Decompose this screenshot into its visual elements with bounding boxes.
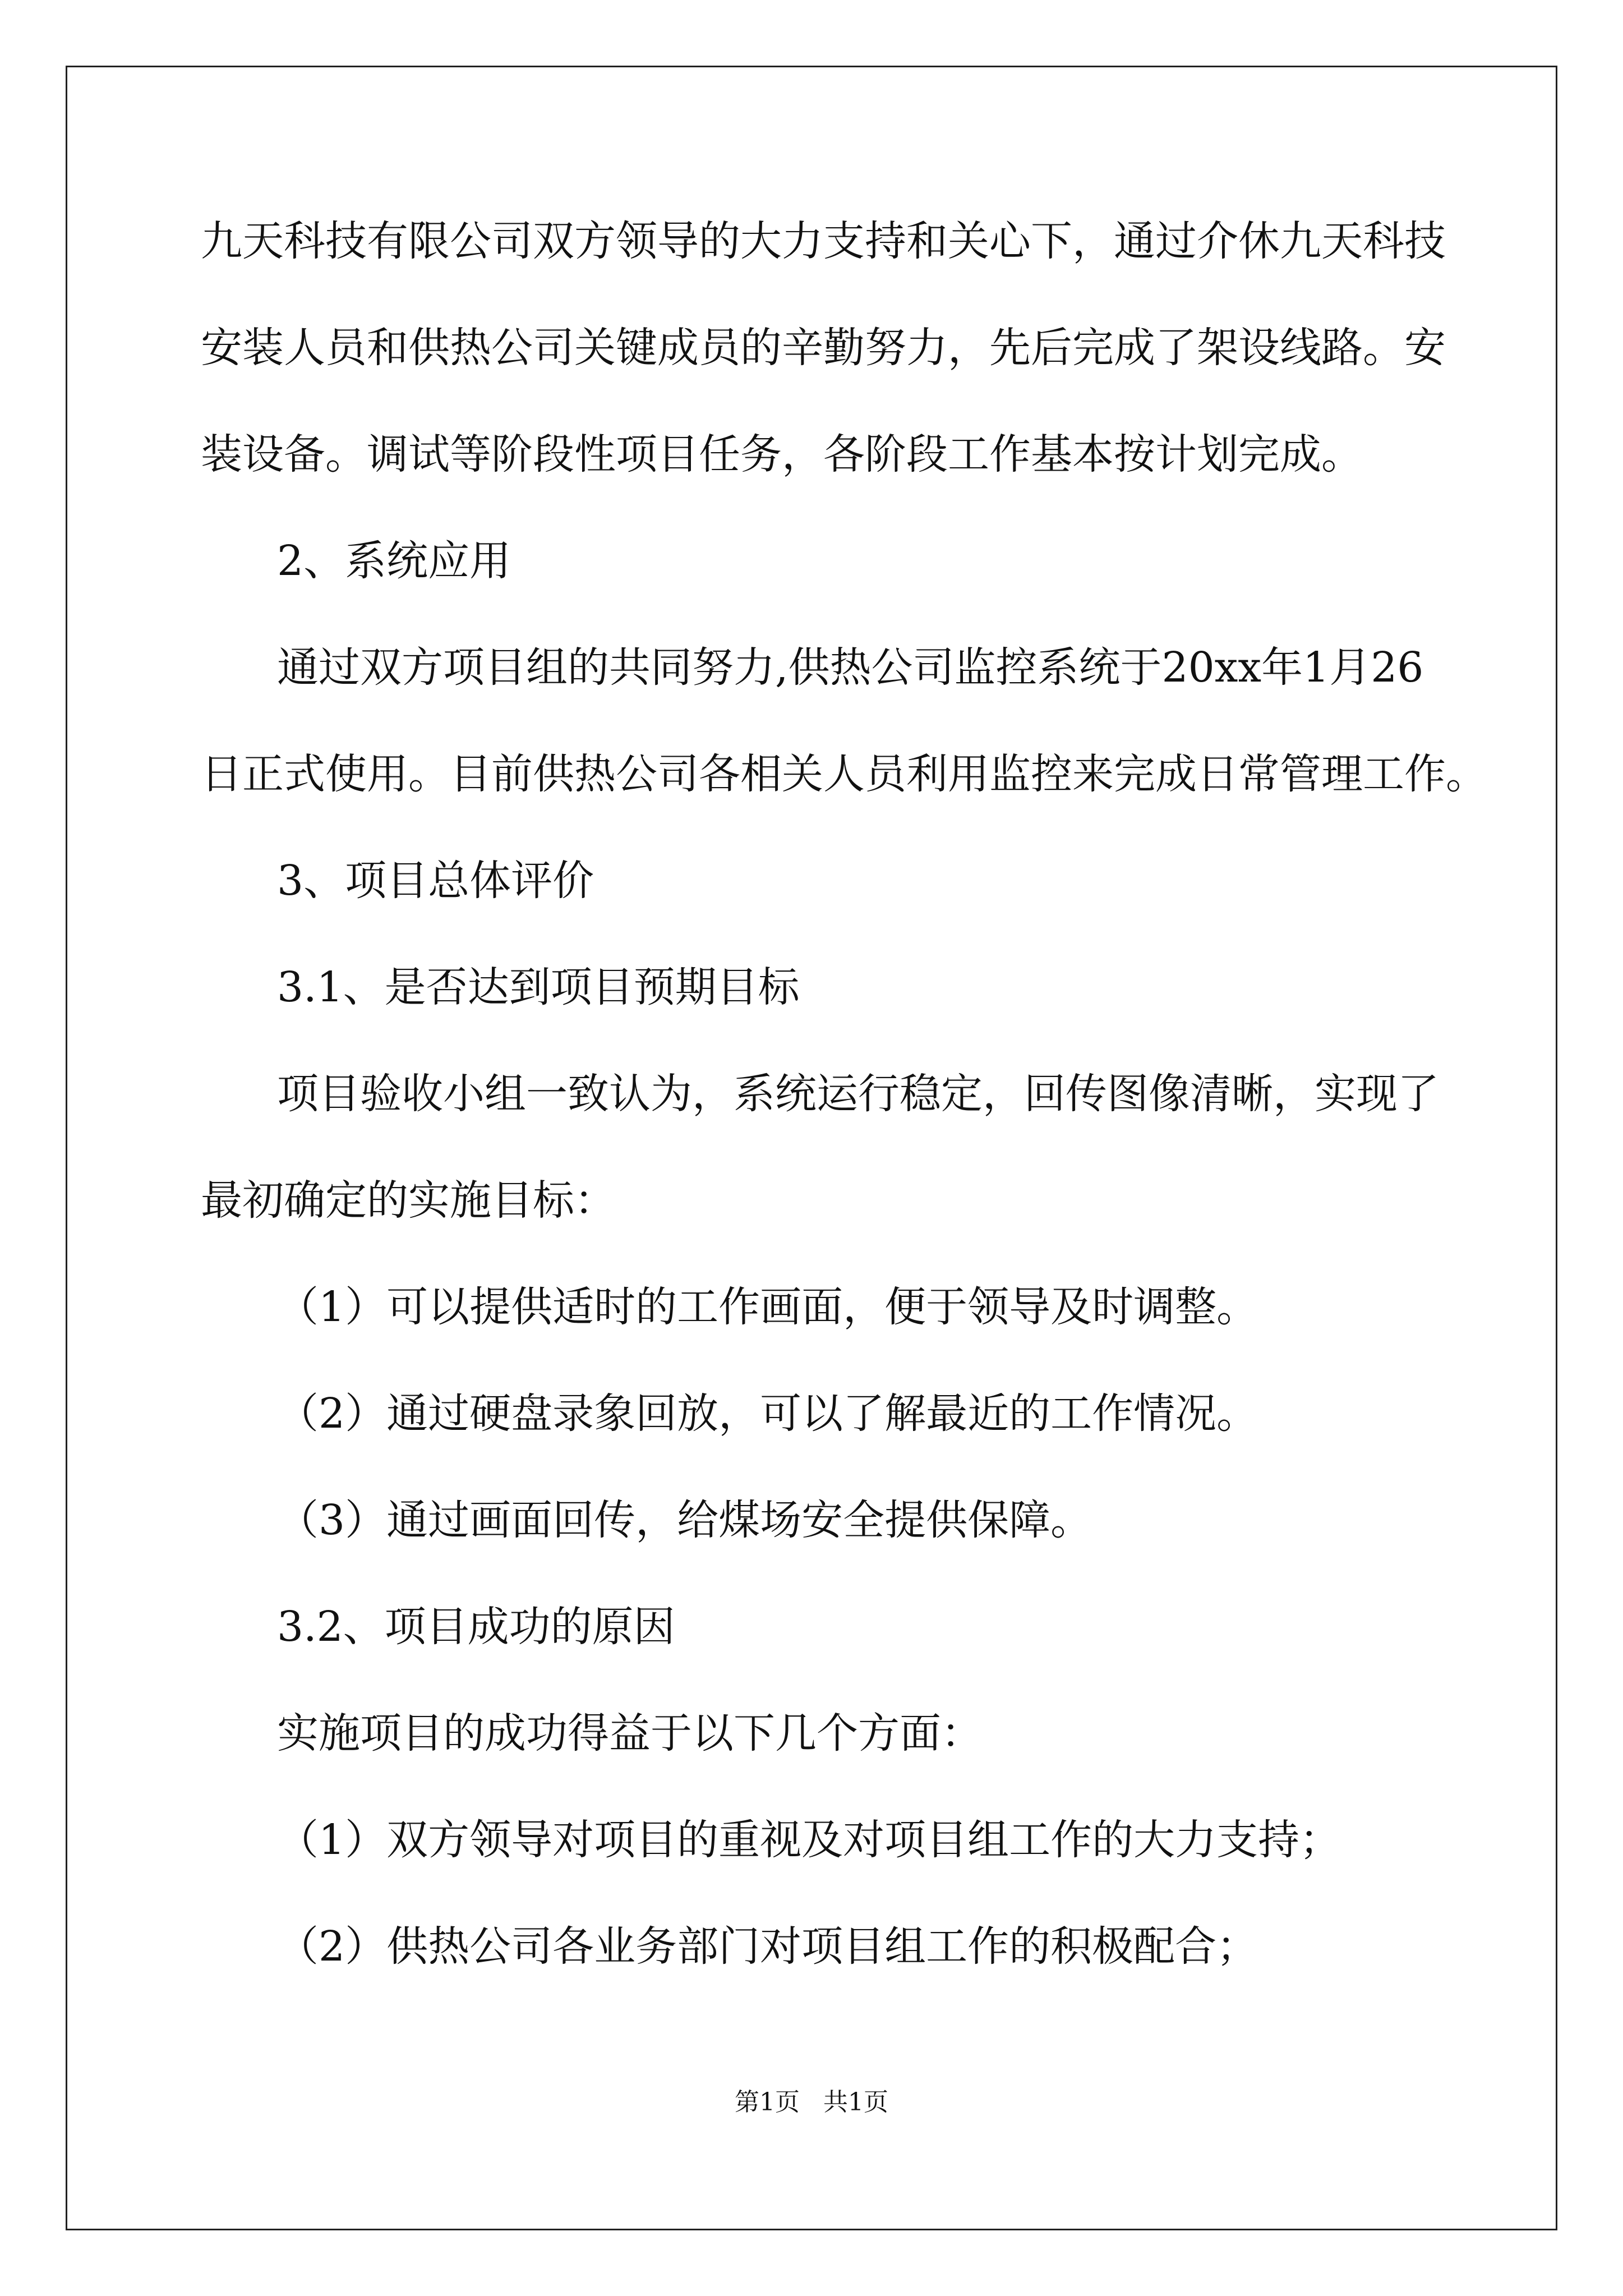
page-border (66, 66, 1557, 2230)
paragraph-line: 日正式使用。目前供热公司各相关人员利用监控来完成日常管理工作。 (201, 750, 1487, 798)
list-item: （3）通过画面回传，给煤场安全提供保障。 (277, 1496, 1092, 1544)
subsection-heading: 3.2、项目成功的原因 (277, 1603, 675, 1651)
paragraph-line: 九天科技有限公司双方领导的大力支持和关心下，通过介休九天科技 (201, 217, 1446, 265)
page-number: 第1页 共1页 (735, 2088, 888, 2116)
list-item: （2）通过硬盘录象回放，可以了解最近的工作情况。 (277, 1389, 1258, 1438)
paragraph-line: 最初确定的实施目标： (201, 1176, 616, 1225)
list-item: （1）双方领导对项目的重视及对项目组工作的大力支持； (277, 1816, 1341, 1864)
list-item: （2）供热公司各业务部门对项目组工作的积极配合； (277, 1922, 1258, 1971)
paragraph-line: 通过双方项目组的共同努力,供热公司监控系统于20xx年1月26 (277, 643, 1424, 692)
section-heading: 2、系统应用 (277, 537, 511, 585)
paragraph-line: 装设备。调试等阶段性项目任务，各阶段工作基本按计划完成。 (201, 430, 1363, 478)
paragraph-line: 安装人员和供热公司关键成员的辛勤努力，先后完成了架设线路。安 (201, 324, 1446, 372)
section-heading: 3、项目总体评价 (277, 857, 594, 905)
subsection-heading: 3.1、是否达到项目预期目标 (277, 963, 800, 1011)
paragraph-line: 项目验收小组一致认为，系统运行稳定，回传图像清晰，实现了 (277, 1070, 1439, 1118)
paragraph-line: 实施项目的成功得益于以下几个方面： (277, 1709, 983, 1757)
list-item: （1）可以提供适时的工作画面，便于领导及时调整。 (277, 1283, 1258, 1331)
